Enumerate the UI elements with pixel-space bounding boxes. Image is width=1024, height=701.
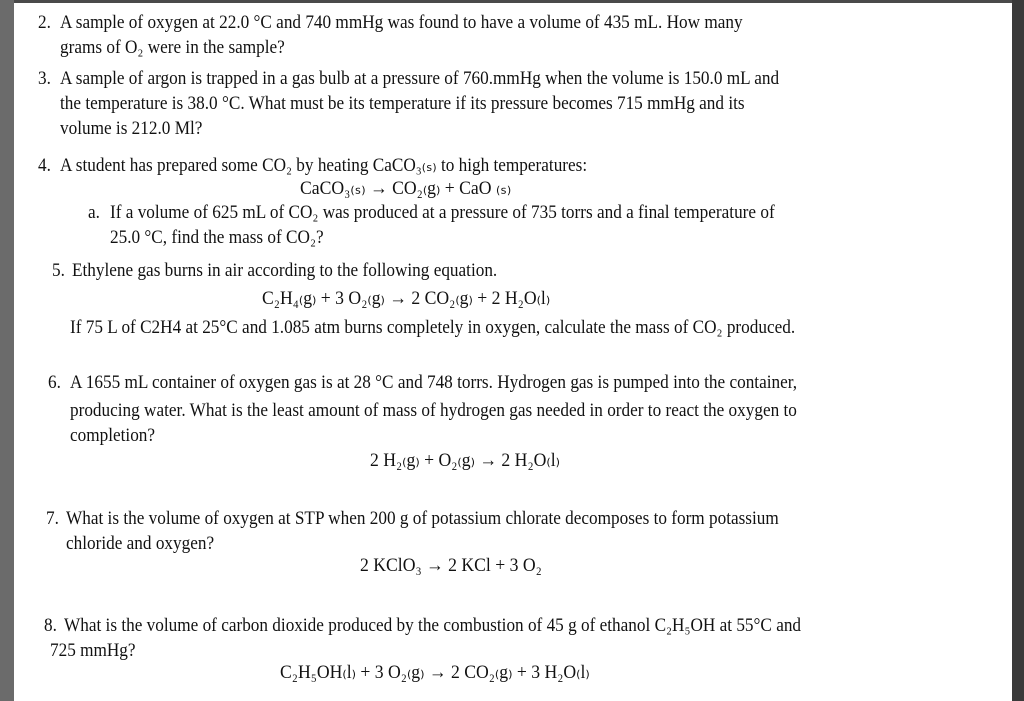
question-text: If 75 L of C2H4 at 25°C and 1.085 atm burns completely in oxygen, calculate the mass of CO₂ produced. [70, 318, 796, 338]
question-text: Ethylene gas burns in air according to the following equation. [72, 261, 498, 281]
question-text: A student has prepared some CO₂ by heating CaCO₃₍ₛ₎ to high temperatures: [60, 156, 588, 176]
question-number: 4. [38, 156, 51, 176]
question-number: 6. [48, 373, 61, 393]
question-number: 2. [38, 13, 51, 33]
question-text: volume is 212.0 Ml? [60, 119, 203, 139]
chemical-equation: 2 KClO₃ → 2 KCl + 3 O₂ [360, 555, 542, 576]
question-number: 7. [46, 509, 59, 529]
question-text: 725 mmHg? [50, 641, 136, 661]
question-text: What is the volume of carbon dioxide produced by the combustion of 45 g of ethanol C₂H₅OH at 55°C and [64, 616, 802, 636]
chemical-equation: 2 H₂₍g₎ + O₂₍g₎ → 2 H₂O₍l₎ [370, 450, 560, 471]
question-text: grams of O₂ were in the sample? [60, 38, 285, 58]
question-text: What is the volume of oxygen at STP when 200 g of potassium chlorate decomposes to form potassium [66, 509, 779, 529]
subquestion-text: If a volume of 625 mL of CO₂ was produced at a pressure of 735 torrs and a final temperature of [110, 203, 775, 223]
question-text: producing water. What is the least amount of mass of hydrogen gas needed in order to react the oxygen to [70, 401, 797, 421]
question-text: chloride and oxygen? [66, 534, 215, 554]
chemical-equation: C₂H₅OH₍l₎ + 3 O₂₍g₎ → 2 CO₂₍g₎ + 3 H₂O₍l₎ [280, 662, 590, 683]
question-text: the temperature is 38.0 °C. What must be its temperature if its pressure becomes 715 mmHg and its [60, 94, 745, 114]
scan-border-right [1012, 0, 1024, 701]
question-number: 3. [38, 69, 51, 89]
question-text: completion? [70, 426, 156, 446]
chemical-equation: CaCO₃₍ₛ₎ → CO₂₍g₎ + CaO ₍ₛ₎ [300, 178, 512, 199]
subquestion-label: a. [88, 203, 100, 223]
question-text: A 1655 mL container of oxygen gas is at 28 °C and 748 torrs. Hydrogen gas is pumped into the container, [70, 373, 798, 393]
question-text: A sample of oxygen at 22.0 °C and 740 mmHg was found to have a volume of 435 mL. How many [60, 13, 743, 33]
question-text: A sample of argon is trapped in a gas bulb at a pressure of 760.mmHg when the volume is 150.0 mL and [60, 69, 780, 89]
subquestion-text: 25.0 °C, find the mass of CO₂? [110, 228, 324, 248]
chemical-equation: C₂H₄₍g₎ + 3 O₂₍g₎ → 2 CO₂₍g₎ + 2 H₂O₍l₎ [262, 288, 551, 309]
question-number: 5. [52, 261, 65, 281]
question-number: 8. [44, 616, 57, 636]
scan-border-top [0, 0, 1024, 3]
scan-border-left [0, 0, 14, 701]
